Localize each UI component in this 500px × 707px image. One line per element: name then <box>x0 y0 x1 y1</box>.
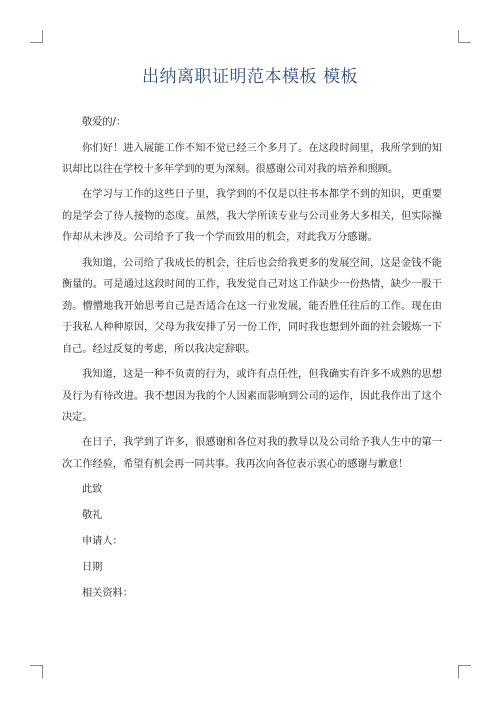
paragraph-3: 我知道，公司给了我成长的机会，往后也会给我更多的发展空间，这是金钱不能衡量的。可是通过这段时间的工作，我发觉自己对这工作缺少一份热情，缺少一股干劲。懵懵地我开始思考自己是否适合在这一行业发展，能否胜任往后的工作。现在由于我私人种种原因，父母为我安排了另一份工作，同时我也想到外面的社会锻炼一下自己。经过反复的考虑，所以我决定辞职。 <box>62 257 442 355</box>
date-label: 日期 <box>82 561 103 573</box>
crop-mark-top-right <box>458 30 471 43</box>
crop-mark-bottom-left <box>30 665 43 678</box>
related-materials-label: 相关资料： <box>82 587 133 599</box>
closing-line-2: 敬礼 <box>82 509 103 521</box>
crop-mark-top-left <box>30 30 43 43</box>
letter-body <box>62 112 442 609</box>
paragraph-4: 我知道，这是一种不负责的行为，或许有点任性，但我确实有许多不成熟的思想及行为有待改进。我不想因为我的个人因素而影响到公司的运作，因此我作出了这个决定。 <box>62 369 442 424</box>
paragraph-2: 在学习与工作的这些日子里，我学到的不仅是以往书本都学不到的知识，更重要的是学会了待人接物的态度。虽然，我大学所读专业与公司业务大多相关，但实际操作却从未涉及。公司给予了我一个学而致用的机会，对此我万分感谢。 <box>62 189 442 244</box>
document-title: 出纳离职证明范本模板 模板 <box>142 67 358 87</box>
paragraph-1: 你们好！进入展能工作不知不觉已经三个多月了。在这段时间里，我所学到的知识却比以往在学校十多年学到的更为深刻。很感谢公司对我的培养和照顾。 <box>62 142 442 176</box>
paragraph-5: 在日子，我学到了许多，很感谢和各位对我的教导以及公司给予我人生中的第一次工作经验，希望有机会再一同共事。我再次向各位表示衷心的感谢与歉意！ <box>62 437 442 470</box>
applicant-label: 申请人： <box>82 535 123 547</box>
crop-mark-bottom-right <box>458 665 471 678</box>
closing-line-1: 此致 <box>82 484 103 495</box>
salutation: 敬爱的/： <box>82 117 127 128</box>
